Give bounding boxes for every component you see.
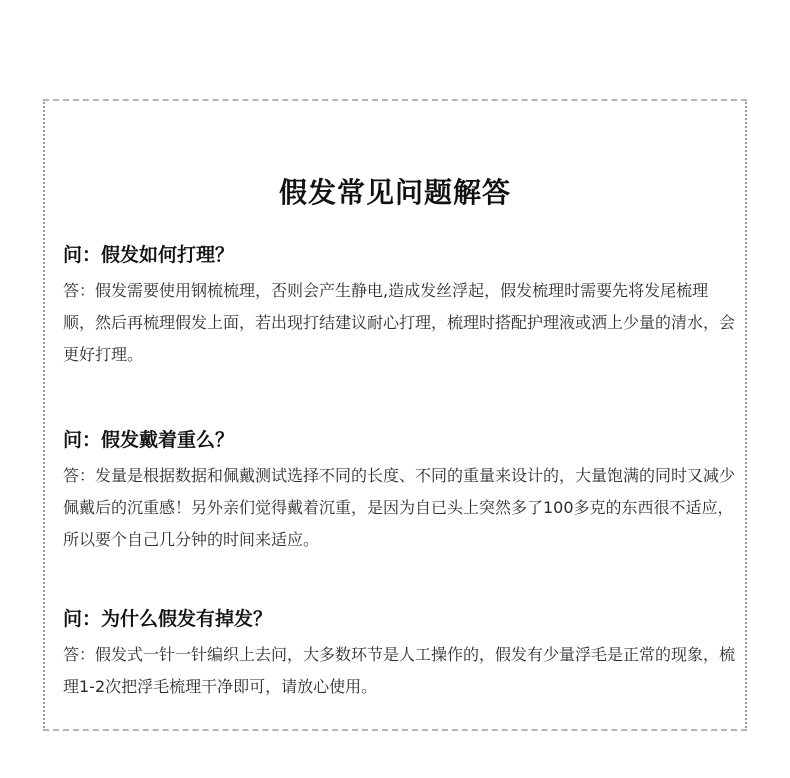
faq-answer: 答：假发需要使用钢梳梳理，否则会产生静电,造成发丝浮起，假发梳理时需要先将发尾梳理顺，然后再梳理假发上面，若出现打结建议耐心打理，梳理时搭配护理液或洒上少量的清水，会更好打理。	[63, 281, 736, 364]
faq-question: 问：假发如何打理？	[63, 244, 235, 266]
faq-item	[63, 428, 739, 556]
faq-card	[43, 99, 747, 731]
faq-item	[63, 607, 739, 703]
faq-answer: 答：发量是根据数据和佩戴测试选择不同的长度、不同的重量来设计的，大量饱满的同时又减少佩戴后的沉重感！另外亲们觉得戴着沉重，是因为自已头上突然多了100多克的东西很不适应，所以要个自己几分钟的时间来适应。	[63, 466, 736, 549]
faq-item	[63, 243, 739, 371]
faq-question: 问：假发戴着重么？	[63, 429, 235, 451]
faq-answer: 答：假发式一针一针编织上去问，大多数环节是人工操作的，假发有少量浮毛是正常的现象，梳理1-2次把浮毛梳理干净即可，请放心使用。	[63, 645, 736, 696]
faq-question: 问：为什么假发有掉发？	[63, 608, 273, 630]
page-title: 假发常见问题解答	[278, 176, 511, 209]
